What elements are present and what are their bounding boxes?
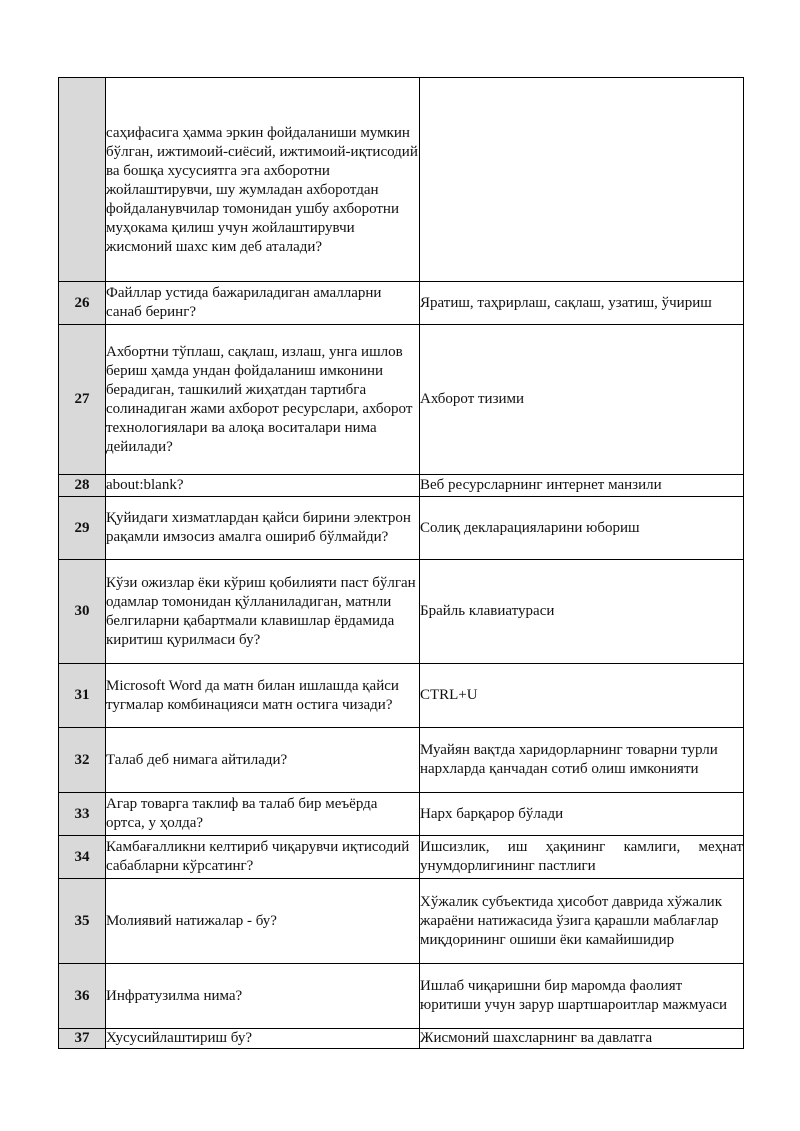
row-number: 33 bbox=[59, 793, 106, 836]
question-text: Талаб деб нимага айтилади? bbox=[106, 751, 288, 768]
question-cell bbox=[106, 728, 420, 793]
answer-text: Нарх барқарор бўлади bbox=[420, 805, 564, 822]
answer-text: CTRL+U bbox=[420, 687, 478, 703]
question-text: Қуйидаги хизматлардан қайси бирини электрон рақамли имзосиз амалга ошириб бўлмайди? bbox=[106, 510, 411, 545]
question-cell bbox=[106, 282, 420, 325]
answer-cell bbox=[420, 879, 744, 964]
answer-cell bbox=[420, 1029, 744, 1049]
answer-text: Ишсизлик, иш ҳақининг камлиги, меҳнат унумдорлигининг пастлиги bbox=[420, 839, 743, 874]
row-number: 28 bbox=[59, 475, 106, 497]
row-number bbox=[59, 78, 106, 282]
table-row bbox=[59, 728, 744, 793]
row-number: 26 bbox=[59, 282, 106, 325]
answer-text: Жисмоний шахсларнинг ва давлатга bbox=[420, 1030, 653, 1046]
table-row bbox=[59, 836, 744, 879]
question-cell bbox=[106, 879, 420, 964]
row-number: 31 bbox=[59, 664, 106, 728]
answer-cell bbox=[420, 475, 744, 497]
question-text: Камбағалликни келтириб чиқарувчи иқтисодий сабабларни кўрсатинг? bbox=[106, 839, 410, 874]
question-text: Кўзи ожизлар ёки кўриш қобилияти паст бўлган одамлар томонидан қўлланиладиган, матнли белгиларни қабартмали клавишлар ёрдамида киритиш қурилмаси бу? bbox=[106, 574, 416, 648]
answer-text: Яратиш, таҳрирлаш, сақлаш, узатиш, ўчириш bbox=[420, 294, 712, 311]
row-number: 35 bbox=[59, 879, 106, 964]
question-cell bbox=[106, 836, 420, 879]
question-text: Агар товарга таклиф ва талаб бир меъёрда ортса, у ҳолда? bbox=[106, 796, 378, 831]
table-row bbox=[59, 78, 744, 282]
answer-cell bbox=[420, 728, 744, 793]
question-text: Молиявий натижалар - бу? bbox=[106, 912, 277, 929]
question-cell bbox=[106, 664, 420, 728]
answer-cell bbox=[420, 964, 744, 1029]
question-cell bbox=[106, 325, 420, 475]
table-row bbox=[59, 879, 744, 964]
question-text: Инфратузилма нима? bbox=[106, 987, 243, 1004]
row-number: 27 bbox=[59, 325, 106, 475]
answer-text: Ахборот тизими bbox=[420, 391, 525, 407]
answer-cell bbox=[420, 560, 744, 664]
answer-cell bbox=[420, 325, 744, 475]
table-row bbox=[59, 497, 744, 560]
table-row bbox=[59, 793, 744, 836]
row-number: 29 bbox=[59, 497, 106, 560]
answer-text: Муайян вақтда харидорларнинг товарни турли нархларда қанчадан сотиб олиш имконияти bbox=[420, 742, 718, 777]
table-row bbox=[59, 1029, 744, 1049]
answer-cell bbox=[420, 836, 744, 879]
row-number: 30 bbox=[59, 560, 106, 664]
question-cell bbox=[106, 497, 420, 560]
row-number: 37 bbox=[59, 1029, 106, 1049]
row-number: 34 bbox=[59, 836, 106, 879]
question-text: саҳифасига ҳамма эркин фойдаланиши мумкин бўлган, ижтимоий-сиёсий, ижтимоий-иқтисодий ва бошқа хусусиятга эга ахборотни жойлаштирувчи, шу жумладан ахборотдан фойдаланувчилар томонидан ушбу ахборотни муҳокама қилиш учун жойлаштирувчи жисмоний шахс ким деб аталади? bbox=[106, 125, 418, 255]
table-row bbox=[59, 664, 744, 728]
answer-text: Хўжалик субъектида ҳисобот даврида хўжалик жараёни натижасида ўзига қарашли маблағлар миқдорининг ошиши ёки камайишидир bbox=[420, 893, 722, 948]
answer-cell bbox=[420, 78, 744, 282]
question-cell bbox=[106, 793, 420, 836]
table-row bbox=[59, 560, 744, 664]
row-number: 36 bbox=[59, 964, 106, 1029]
question-cell bbox=[106, 78, 420, 282]
table-row bbox=[59, 475, 744, 497]
question-cell bbox=[106, 964, 420, 1029]
answer-text: Веб ресурсларнинг интернет манзили bbox=[420, 477, 662, 493]
answer-text: Солиқ декларацияларини юбориш bbox=[420, 519, 640, 536]
question-text: Хусусийлаштириш бу? bbox=[106, 1030, 253, 1046]
row-number: 32 bbox=[59, 728, 106, 793]
table-row bbox=[59, 325, 744, 475]
table-row bbox=[59, 964, 744, 1029]
question-answer-table bbox=[58, 77, 744, 1049]
answer-cell bbox=[420, 793, 744, 836]
question-cell bbox=[106, 1029, 420, 1049]
question-text: Файллар устида бажариладиган амалларни санаб беринг? bbox=[106, 285, 382, 320]
question-cell bbox=[106, 560, 420, 664]
question-text: Ахбортни тўплаш, сақлаш, излаш, унга ишлов бериш ҳамда ундан фойдаланиш имконини берадиган, ташкилий жиҳатдан тартибга солинадиган жами ахборот ресурслари, ахборот технологиялари ва алоқа воситалари нима дейилади? bbox=[106, 343, 413, 455]
table-row bbox=[59, 282, 744, 325]
answer-cell bbox=[420, 282, 744, 325]
question-cell bbox=[106, 475, 420, 497]
answer-cell bbox=[420, 664, 744, 728]
question-text: about:blank? bbox=[106, 477, 184, 493]
answer-text: Ишлаб чиқаришни бир маромда фаолият юритиши учун зарур шартшароитлар мажмуаси bbox=[420, 978, 728, 1013]
answer-cell bbox=[420, 497, 744, 560]
answer-text: Брайль клавиатураси bbox=[420, 603, 555, 619]
question-text: Microsoft Word да матн билан ишлашда қайси тугмалар комбинацияси матн остига чизади? bbox=[106, 677, 399, 713]
